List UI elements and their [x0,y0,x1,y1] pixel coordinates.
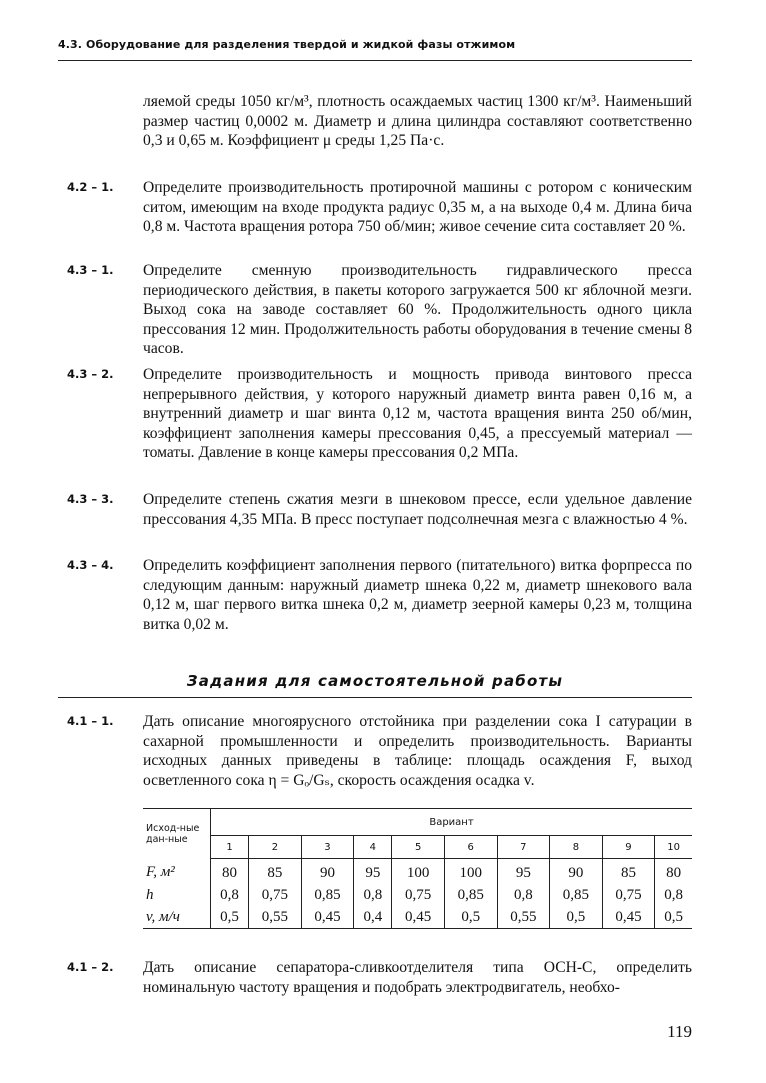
table-cell: 85 [602,859,655,885]
problem-text: Определите производительность и мощность привода винтового пресса непрерывного действия, у которого наружный диаметр винта равен 0,16 м, а внутренний диаметр и шаг винта 0,12 м, частота вращения винта 250 об/мин, коэффициент заполнения камеры прессования 0,45, а прессуемый материал — томаты. Давление в конце камеры прессования 0,2 МПа. [143,366,692,462]
table-cell: 0,5 [211,906,249,929]
table-column-header: 1 [211,836,249,859]
table-cell: 0,75 [602,884,655,906]
table-cell: 0,8 [211,884,249,906]
table-column-header: 2 [249,836,302,859]
table-cell: 0,8 [497,884,550,906]
problem-number: 4.3 – 2. [67,367,114,381]
table-cell: 95 [354,859,392,885]
table-cell: 80 [666,864,682,881]
table-cell: 0,8 [664,886,683,903]
table-cell: 95 [497,859,550,885]
table-column-header: 8 [550,836,603,859]
table-cell: 0,75 [392,884,445,906]
section-rule [58,697,692,698]
table-cell: 0,45 [392,906,445,929]
table-cell: 0,55 [249,906,302,929]
table-column-header: 3 [301,836,354,859]
problem-number: 4.1 – 1. [67,714,114,728]
table-cell: 100 [444,859,497,885]
table-row-label: F, м² [143,859,211,885]
problem-text: Определить коэффициент заполнения первого (питательного) витка форпресса по следующим данным: наружный диаметр шнека 0,22 м, диаметр шнекового вала 0,12 м, шаг первого витка шнека 0,2 м, диаметр зеерной камеры 0,23 м, толщина витка 0,02 м. [143,557,692,633]
table-cell: 80 [211,859,249,885]
table-rowhead: Исход-ные дан-ные [143,809,211,859]
problem-number: 4.2 – 1. [67,180,114,194]
problem-text: Дать описание многоярусного отстойника при разделении сока I сатурации в сахарной промышленности и определить производительность. Варианты исходных данных приведены в таблице: площадь осаждения F, выход осветленного сока η = Gₒ/Gₛ, скорость осаждения осадка v. [143,713,692,789]
table-cell: 0,8 [354,884,392,906]
table-cell: 0,5 [444,906,497,929]
table-cell: 0,55 [497,906,550,929]
table-cell: 0,85 [301,884,354,906]
table-row [143,884,692,906]
variants-table [143,808,692,929]
table-cell: 0,5 [550,906,603,929]
table-cell: 90 [301,859,354,885]
table-column-header: 6 [444,836,497,859]
table-cell: 90 [550,859,603,885]
table-variant-label: Вариант [211,809,693,836]
problem-text: Дать описание сепаратора-сливкоотделителя типа ОСН-С, определить номинальную частоту вращения и подобрать электродвигатель, необхо- [143,959,692,996]
table-cell: 0,85 [550,884,603,906]
paragraph-continued: ляемой среды 1050 кг/м³, плотность осаждаемых частиц 1300 кг/м³. Наименьший размер частиц 0,0002 м. Диаметр и длина цилиндра составляют соответственно 0,3 и 0,65 м. Коэффициент μ среды 1,25 Па·с. [143,93,692,150]
problem-number: 4.3 – 1. [67,263,114,277]
table-cell: 85 [249,859,302,885]
problem-number: 4.3 – 4. [67,558,114,572]
table-row-label: h [143,884,211,906]
table-cell: 0,45 [602,906,655,929]
problem-number: 4.3 – 3. [67,492,114,506]
table-row-label: v, м/ч [143,906,211,929]
table-cell: 100 [392,859,445,885]
problem-text: Определите степень сжатия мезги в шнековом прессе, если удельное давление прессования 4,35 МПа. В пресс поступает подсолнечная мезга с влажностью 4 %. [143,491,692,528]
table-cell: 0,4 [354,906,392,929]
problem-number: 4.1 – 2. [67,960,114,974]
table-column-header: 9 [602,836,655,859]
problem-text: Определите производительность протирочной машины с ротором с коническим ситом, имеющим на входе продукта радиус 0,35 м, а на выходе 0,4 м. Длина бича 0,8 м. Частота вращения ротора 750 об/мин; живое сечение сита составляет 20 %. [143,179,692,236]
table-column-header: 7 [497,836,550,859]
page-number: 119 [667,1022,692,1041]
table-row [143,906,692,929]
table-column-header: 5 [392,836,445,859]
table-column-header: 10 [655,836,692,859]
table-cell: 0,85 [444,884,497,906]
table-cell: 0,75 [249,884,302,906]
table-column-header: 4 [354,836,392,859]
header-rule [58,60,692,61]
table-cell: 0,45 [301,906,354,929]
table-row [143,859,692,885]
table-cell: 0,5 [664,908,683,925]
problem-text: Определите сменную производительность гидравлического пресса периодического действия, в пакеты которого загружается 500 кг яблочной мезги. Выход сока на заводе составляет 60 %. Продолжительность одного цикла прессования 12 мин. Продолжительность работы оборудования в течение смены 8 часов. [143,262,692,358]
running-head: 4.3. Оборудование для разделения твердой и жидкой фазы отжимом [58,38,516,51]
section-title: Задания для самостоятельной работы [186,672,564,690]
